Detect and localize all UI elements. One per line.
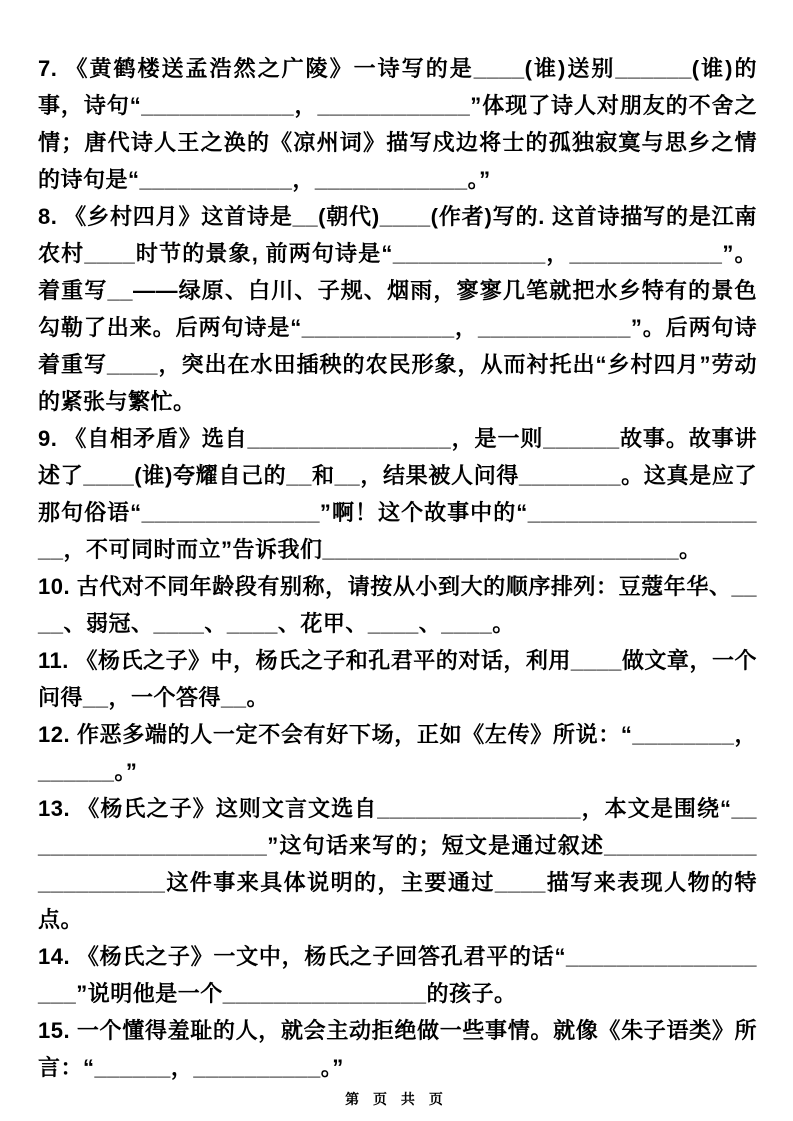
question-7: 7. 《黄鹤楼送孟浩然之广陵》一诗写的是____(谁)送别______(谁)的事，诗句“____________，____________”体现了诗人对朋友的不舍之情；唐代诗人王之涣的《凉州词》描写戍边将士的孤独寂寞与思乡之情的诗句是“____________，____________。” [38,56,757,192]
question-14: 14. 《杨氏之子》一文中，杨氏之子回答孔君平的话“__________________”说明他是一个________________的孩子。 [38,944,757,1006]
question-8: 8. 《乡村四月》这首诗是__(朝代)____(作者)写的. 这首诗描写的是江南农村____时节的景象, 前两句诗是“____________，____________”。着重写__——绿原、白川、子规、烟雨，寥寥几笔就把水乡特有的景色勾勒了出来。后两句诗是“____________，____________”。后两句诗着重写____，突出在水田插秧的农民形象，从而衬托出“乡村四月”劳动的紧张与繁忙。 [38,204,757,414]
question-10: 10. 古代对不同年龄段有别称，请按从小到大的顺序排列：豆蔻年华、____、弱冠、____、____、花甲、____、____。 [38,574,757,636]
question-12: 12. 作恶多端的人一定不会有好下场，正如《左传》所说：“________，______。” [38,722,757,784]
question-13: 13. 《杨氏之子》这则文言文选自________________，本文是围绕“____________________”这句话来写的；短文是通过叙述______________________这件事来具体说明的，主要通过____描写来表现人物的特点。 [38,796,757,932]
question-11: 11. 《杨氏之子》中，杨氏之子和孔君平的对话，利用____做文章，一个问得__，一个答得__。 [38,648,757,710]
question-list [38,50,757,1086]
page-footer: 第 页 共 页 [345,1091,448,1107]
question-9: 9. 《自相矛盾》选自________________，是一则______故事。故事讲述了____(谁)夸耀自己的__和__，结果被人问得________。这真是应了那句俗语“______________”啊！这个故事中的“____________________，不可同时而立”告诉我们____________________________。 [38,426,757,562]
question-15: 15. 一个懂得羞耻的人，就会主动拒绝做一些事情。就像《朱子语类》所言：“______，__________。” [38,1018,757,1080]
